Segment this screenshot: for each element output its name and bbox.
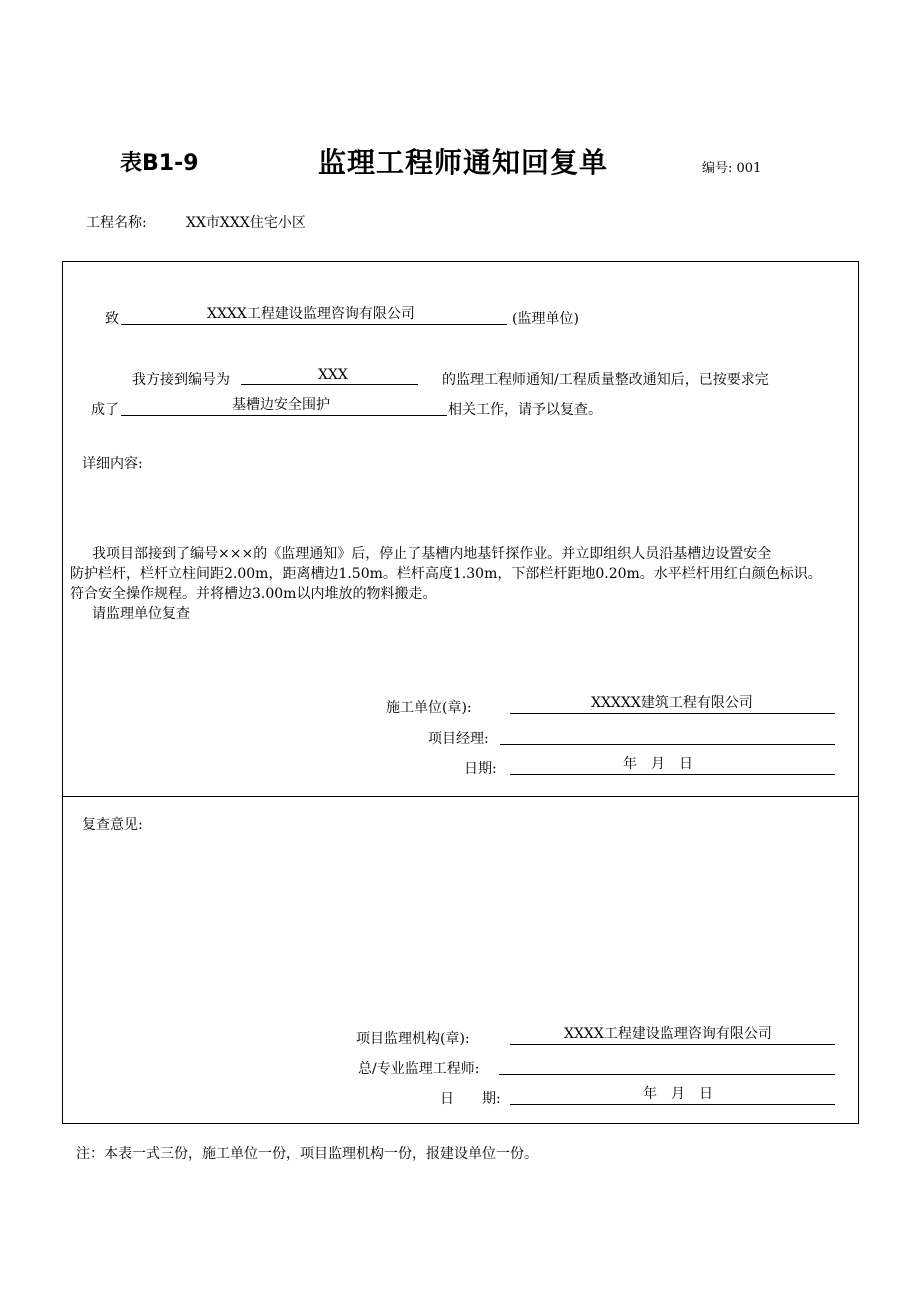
contractor-date-value: 年 月 日 — [623, 756, 693, 772]
detail-line: 请监理单位复查 — [92, 606, 190, 622]
supervisor-unit-field — [121, 306, 507, 325]
form-code: 表B1-9 — [120, 151, 199, 176]
notice-line2-suffix: 相关工作，请予以复查。 — [448, 402, 602, 418]
section-divider — [62, 796, 859, 797]
supervisor-unit-value: XXXX工程建设监理咨询有限公司 — [207, 306, 415, 322]
notice-line1-prefix: 我方接到编号为 — [132, 372, 230, 388]
review-org-value: XXXX工程建设监理咨询有限公司 — [564, 1026, 772, 1042]
footnote: 注：本表一式三份，施工单位一份，项目监理机构一份，报建设单位一份。 — [76, 1146, 538, 1162]
contractor-date-field — [510, 756, 835, 775]
contractor-unit-field — [510, 695, 835, 714]
notice-number-field — [241, 366, 418, 385]
notice-number-value: XXX — [318, 367, 348, 383]
project-name-value: XX市XXX住宅小区 — [186, 215, 306, 231]
review-label: 复查意见: — [82, 817, 143, 833]
form-number — [702, 157, 761, 176]
page-title: 监理工程师通知回复单 — [318, 146, 609, 179]
notice-line1-suffix: 的监理工程师通知/工程质量整改通知后，已按要求完 — [442, 372, 769, 388]
review-engineer-label: 总/专业监理工程师: — [358, 1061, 480, 1077]
detail-line: 我项目部接到了编号×××的《监理通知》后，停止了基槽内地基钎探作业。并立即组织人员沿基槽边设置安全 — [92, 546, 772, 562]
notice-line2-prefix: 成了 — [91, 402, 119, 418]
review-engineer-field — [499, 1056, 835, 1075]
review-org-label: 项目监理机构(章): — [356, 1031, 470, 1047]
detail-line: 符合安全操作规程。并将槽边3.00m以内堆放的物料搬走。 — [70, 586, 437, 602]
detail-label: 详细内容: — [82, 456, 143, 472]
project-name-label: 工程名称: — [86, 215, 147, 231]
review-org-field — [510, 1026, 835, 1045]
to-prefix: 致 — [105, 311, 119, 327]
to-suffix: (监理单位) — [512, 311, 579, 327]
contractor-date-label: 日期: — [464, 761, 497, 777]
work-item-field — [121, 397, 447, 416]
review-date-label: 日 期: — [440, 1091, 501, 1107]
contractor-unit-value: XXXXX建筑工程有限公司 — [591, 695, 753, 711]
form-number-label: 编号: — [702, 161, 733, 176]
contractor-unit-label: 施工单位(章): — [386, 700, 472, 716]
manager-field — [500, 726, 835, 745]
review-date-field — [510, 1086, 835, 1105]
form-number-value: 001 — [736, 161, 762, 176]
review-date-value: 年 月 日 — [643, 1086, 713, 1102]
manager-label: 项目经理: — [428, 731, 489, 747]
detail-line: 防护栏杆，栏杆立柱间距2.00m，距离槽边1.50m。栏杆高度1.30m，下部栏杆距地0.20m。水平栏杆用红白颜色标识。 — [70, 566, 822, 582]
work-item-value: 基槽边安全围护 — [232, 397, 330, 413]
